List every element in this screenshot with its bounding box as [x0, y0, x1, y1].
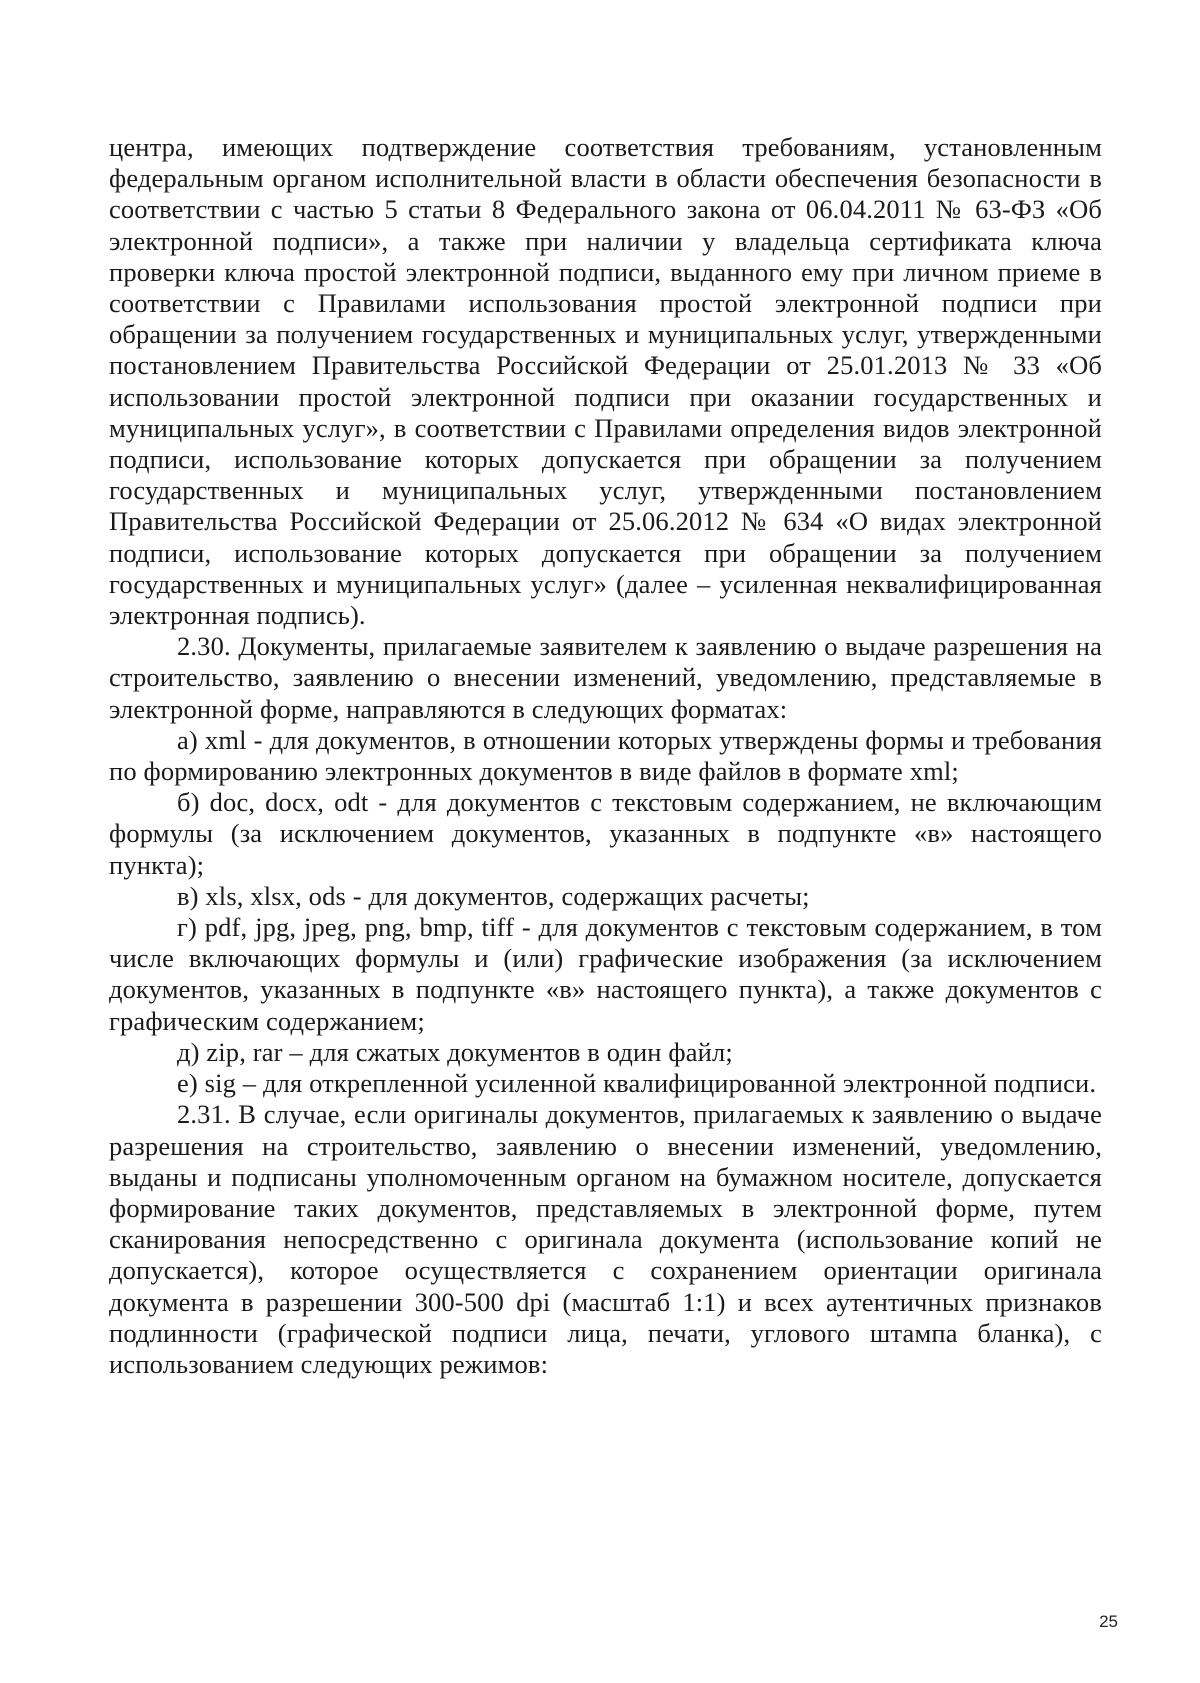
list-item-d-zip: д) zip, rar – для сжатых документов в один файл; [177, 1036, 733, 1067]
list-item-e-sig: е) sig – для открепленной усиленной квалифицированной электронной подписи. [177, 1068, 1097, 1099]
list-item-g-pdf: г) pdf, jpg, jpeg, png, bmp, tiff - для документов с текстовым содержанием, в том числе включающих формулы и (или) графические изображения (за исключением документов, указанных в подпункте «в» настоящего пункта), а также документов с графическим содержанием; [109, 912, 1102, 1036]
list-item-b-doc: б) doc, docx, odt - для документов с текстовым содержанием, не включающим формулы (за исключением документов, указанных в подпункте «в» настоящего пункта); [109, 787, 1102, 880]
page-number: 25 [1099, 1612, 1118, 1631]
document-body [109, 132, 1102, 1380]
paragraph-continuation: центра, имеющих подтверждение соответствия требованиям, установленным федеральным органом исполнительной власти в области обеспечения безопасности в соответствии с частью 5 статьи 8 Федерального закона от 06.04.2011 № 63-ФЗ «Об электронной подписи», а также при наличии у владельца сертификата ключа проверки ключа простой электронной подписи, выданного ему при личном приеме в соответствии с Правилами использования простой электронной подписи при обращении за получением государственных и муниципальных услуг, утвержденными постановлением Правительства Российской Федерации от 25.01.2013 № 33 «Об использовании простой электронной подписи при оказании государственных и муниципальных услуг», в соответствии с Правилами определения видов электронной подписи, использование которых допускается при обращении за получением государственных и муниципальных услуг, утвержденными постановлением Правительства Российской Федерации от 25.06.2012 № 634 «О видах электронной подписи, использование которых допускается при обращении за получением государственных и муниципальных услуг» (далее – усиленная неквалифицированная электронная подпись). [109, 132, 1102, 631]
paragraph-2-31: 2.31. В случае, если оригиналы документов, прилагаемых к заявлению о выдаче разрешения на строительство, заявлению о внесении изменений, уведомлению, выданы и подписаны уполномоченным органом на бумажном носителе, допускается формирование таких документов, представляемых в электронной форме, путем сканирования непосредственно с оригинала документа (использование копий не допускается), которое осуществляется с сохранением ориентации оригинала документа в разрешении 300-500 dpi (масштаб 1:1) и всех аутентичных признаков подлинности (графической подписи лица, печати, углового штампа бланка), с использованием следующих режимов: [109, 1099, 1102, 1379]
list-item-v-xls: в) xls, xlsx, ods - для документов, содержащих расчеты; [177, 880, 810, 911]
list-item-a-xml: а) xml - для документов, в отношении которых утверждены формы и требования по формированию электронных документов в виде файлов в формате xml; [109, 724, 1102, 787]
paragraph-2-30: 2.30. Документы, прилагаемые заявителем к заявлению о выдаче разрешения на строительство, заявлению о внесении изменений, уведомлению, представляемые в электронной форме, направляются в следующих форматах: [109, 631, 1102, 724]
